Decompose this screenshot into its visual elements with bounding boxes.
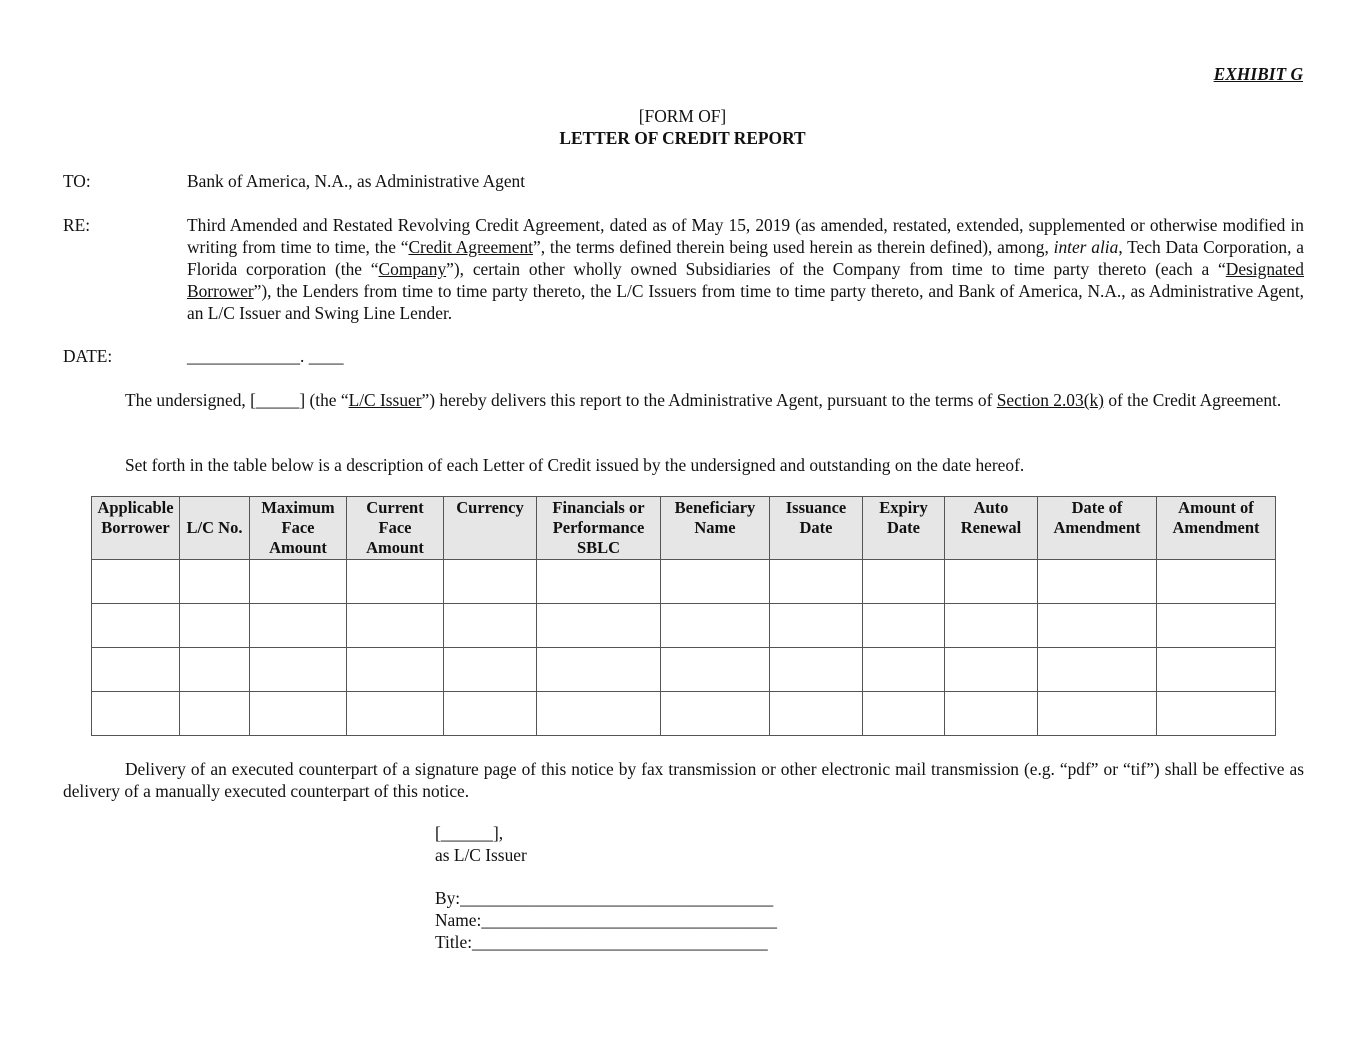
table-cell <box>1038 560 1157 604</box>
table-cell <box>444 604 537 648</box>
column-header: Maximum Face Amount <box>250 497 347 560</box>
table-cell <box>250 648 347 692</box>
designated-borrower-term: Designated Borrower <box>187 259 1304 301</box>
issuer-name-blank: [______], <box>435 823 504 843</box>
letter-of-credit-table <box>91 496 1276 736</box>
table-cell <box>250 560 347 604</box>
table-cell <box>661 560 770 604</box>
intro-text-part: of the Credit Agreement. <box>1103 390 1282 410</box>
re-text-part: ”), certain other wholly owned Subsidiaries of the Company from time to time party thereto (each a “ <box>446 259 1226 279</box>
table-cell <box>537 560 661 604</box>
re-text-part: Third Amended and Restated Revolving Credit Agreement, dated as of May 15, 2019 (as amended, restated, extended, supplemented or otherwise modified in writing from time to time, the “ <box>187 215 1304 257</box>
re-label: RE: <box>63 215 91 235</box>
column-header: Financials or Performance SBLC <box>537 497 661 560</box>
re-text-part: , Tech Data Corporation, a Florida corporation (the “ <box>187 237 1304 279</box>
table-cell <box>92 604 180 648</box>
re-text-part: ”, the terms defined therein being used herein as therein defined), among, <box>533 237 1054 257</box>
inter-alia-term: inter alia <box>1053 237 1119 257</box>
table-cell <box>770 692 863 736</box>
date-value: _____________. ____ <box>187 346 344 366</box>
table-cell <box>180 604 250 648</box>
delivery-paragraph: Delivery of an executed counterpart of a signature page of this notice by fax transmission or other electronic mail transmission (e.g. “pdf” or “tif”) shall be effective as delivery of a manually executed counterpart of this notice. <box>63 759 1304 801</box>
table-cell <box>537 604 661 648</box>
table-cell <box>1157 560 1276 604</box>
table-row <box>92 560 1276 604</box>
table-cell <box>250 692 347 736</box>
table-cell <box>1157 648 1276 692</box>
table-cell <box>537 648 661 692</box>
table-cell <box>1038 692 1157 736</box>
set-forth-paragraph: Set forth in the table below is a description of each Letter of Credit issued by the undersigned and outstanding on the date hereof. <box>125 455 1025 475</box>
column-header: Auto Renewal <box>945 497 1038 560</box>
table-cell <box>863 692 945 736</box>
table-cell <box>444 692 537 736</box>
table-cell <box>444 648 537 692</box>
table-cell <box>1157 604 1276 648</box>
table-cell <box>180 692 250 736</box>
column-header: Beneficiary Name <box>661 497 770 560</box>
column-header: Expiry Date <box>863 497 945 560</box>
table-cell <box>92 648 180 692</box>
section-reference: Section 2.03(k) <box>996 390 1104 410</box>
form-of-label: [FORM OF] <box>638 106 727 126</box>
date-label: DATE: <box>63 346 113 366</box>
signature-title-line: Title:__________________________________ <box>435 932 768 952</box>
table-cell <box>180 560 250 604</box>
table-cell <box>661 648 770 692</box>
as-lc-issuer-label: as L/C Issuer <box>435 845 527 865</box>
to-label: TO: <box>63 171 91 191</box>
company-term: Company <box>378 259 447 279</box>
re-text-part: ”), the Lenders from time to time party thereto, the L/C Issuers from time to time party thereto, and Bank of America, N.A., as Administrative Agent, an L/C Issuer and Swing Line Lender. <box>187 281 1304 323</box>
table-cell <box>661 604 770 648</box>
table-cell <box>770 560 863 604</box>
table-cell <box>945 604 1038 648</box>
column-header: Issuance Date <box>770 497 863 560</box>
document-title: LETTER OF CREDIT REPORT <box>559 128 806 148</box>
table-cell <box>347 648 444 692</box>
table-row <box>92 648 1276 692</box>
table-cell <box>347 692 444 736</box>
credit-agreement-term: Credit Agreement <box>408 237 534 257</box>
exhibit-label: EXHIBIT G <box>1213 64 1303 84</box>
column-header: Amount of Amendment <box>1157 497 1276 560</box>
re-text <box>187 214 1304 324</box>
table-row <box>92 604 1276 648</box>
table-row <box>92 692 1276 736</box>
table-cell <box>863 604 945 648</box>
lc-issuer-term: L/C Issuer <box>348 390 422 410</box>
table-cell <box>945 648 1038 692</box>
table-cell <box>92 560 180 604</box>
table-cell <box>1038 604 1157 648</box>
column-header: Applicable Borrower <box>92 497 180 560</box>
column-header: Date of Amendment <box>1038 497 1157 560</box>
table-cell <box>537 692 661 736</box>
column-header: L/C No. <box>180 497 250 560</box>
to-value: Bank of America, N.A., as Administrative Agent <box>187 171 526 191</box>
table-cell <box>444 560 537 604</box>
signature-by-line: By:____________________________________ <box>435 888 774 908</box>
intro-text-part: ”) hereby delivers this report to the Administrative Agent, pursuant to the terms of <box>421 390 997 410</box>
table-cell <box>863 648 945 692</box>
column-header: Current Face Amount <box>347 497 444 560</box>
table-cell <box>347 560 444 604</box>
table-cell <box>770 648 863 692</box>
column-header: Currency <box>444 497 537 560</box>
intro-paragraph <box>63 389 1304 411</box>
table-cell <box>661 692 770 736</box>
intro-text-part: The undersigned, [_____] (the “ <box>125 390 349 410</box>
table-cell <box>945 560 1038 604</box>
table-cell <box>347 604 444 648</box>
signature-name-line: Name:__________________________________ <box>435 910 777 930</box>
table-cell <box>770 604 863 648</box>
table-cell <box>863 560 945 604</box>
table-cell <box>250 604 347 648</box>
table-cell <box>1157 692 1276 736</box>
table-cell <box>92 692 180 736</box>
table-header-row <box>92 497 1276 560</box>
table-cell <box>180 648 250 692</box>
table-cell <box>1038 648 1157 692</box>
table-cell <box>945 692 1038 736</box>
